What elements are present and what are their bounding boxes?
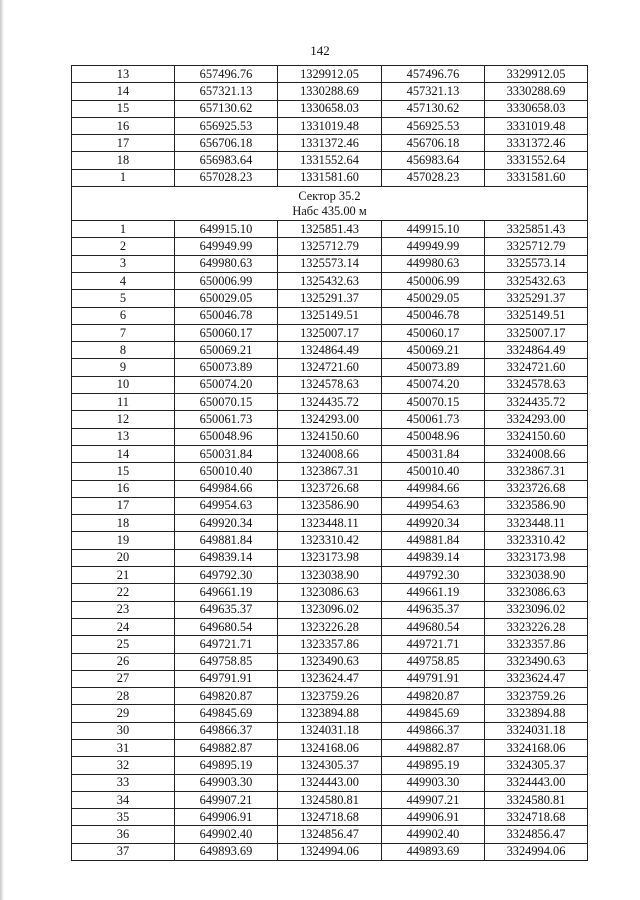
table-row <box>72 809 588 826</box>
cell-point-number: 37 <box>72 843 175 860</box>
cell-x-coord: 649949.99 <box>175 238 278 255</box>
cell-y-coord: 1323310.42 <box>278 532 382 549</box>
cell-x-coord: 656983.64 <box>175 152 278 169</box>
cell-y-coord: 1324008.66 <box>278 445 382 462</box>
table-row <box>72 618 588 635</box>
cell-y-local: 3324008.66 <box>485 445 588 462</box>
cell-x-coord: 650010.40 <box>175 463 278 480</box>
table-row <box>72 549 588 566</box>
cell-point-number: 24 <box>72 618 175 635</box>
table-row <box>72 722 588 739</box>
cell-y-coord: 1323490.63 <box>278 653 382 670</box>
cell-y-local: 3323086.63 <box>485 584 588 601</box>
cell-x-coord: 650029.05 <box>175 290 278 307</box>
cell-x-local: 456706.18 <box>382 135 485 152</box>
cell-x-coord: 656706.18 <box>175 135 278 152</box>
cell-y-coord: 1324718.68 <box>278 809 382 826</box>
cell-y-local: 3323038.90 <box>485 567 588 584</box>
cell-x-coord: 657130.62 <box>175 100 278 117</box>
cell-x-local: 457028.23 <box>382 169 485 186</box>
table-row <box>72 688 588 705</box>
cell-x-local: 449661.19 <box>382 584 485 601</box>
cell-point-number: 7 <box>72 324 175 341</box>
cell-y-coord: 1324305.37 <box>278 757 382 774</box>
cell-x-local: 449906.91 <box>382 809 485 826</box>
cell-y-local: 3323894.88 <box>485 705 588 722</box>
cell-y-local: 3324718.68 <box>485 809 588 826</box>
table-row <box>72 66 588 83</box>
table-row <box>72 307 588 324</box>
cell-x-coord: 649920.34 <box>175 515 278 532</box>
cell-point-number: 18 <box>72 152 175 169</box>
table-row <box>72 636 588 653</box>
cell-y-local: 3324293.00 <box>485 411 588 428</box>
table-row <box>72 83 588 100</box>
cell-y-local: 3323448.11 <box>485 515 588 532</box>
cell-y-coord: 1324580.81 <box>278 791 382 808</box>
cell-y-local: 3331372.46 <box>485 135 588 152</box>
cell-x-local: 449882.87 <box>382 739 485 756</box>
cell-x-local: 450070.15 <box>382 394 485 411</box>
cell-x-local: 449984.66 <box>382 480 485 497</box>
cell-x-local: 457496.76 <box>382 66 485 83</box>
cell-x-coord: 657496.76 <box>175 66 278 83</box>
cell-y-coord: 1324031.18 <box>278 722 382 739</box>
cell-x-coord: 649845.69 <box>175 705 278 722</box>
cell-x-coord: 649903.30 <box>175 774 278 791</box>
cell-y-coord: 1331019.48 <box>278 117 382 134</box>
cell-point-number: 21 <box>72 567 175 584</box>
sector-height: Набс 435.00 м <box>292 203 367 218</box>
table-row <box>72 774 588 791</box>
table-row <box>72 670 588 687</box>
cell-y-coord: 1323173.98 <box>278 549 382 566</box>
cell-x-coord: 650006.99 <box>175 272 278 289</box>
cell-x-coord: 650074.20 <box>175 376 278 393</box>
cell-y-local: 3324150.60 <box>485 428 588 445</box>
cell-x-local: 449881.84 <box>382 532 485 549</box>
cell-x-coord: 649915.10 <box>175 221 278 238</box>
cell-y-coord: 1324293.00 <box>278 411 382 428</box>
cell-y-local: 3324578.63 <box>485 376 588 393</box>
cell-point-number: 34 <box>72 791 175 808</box>
table-row <box>72 757 588 774</box>
table-row <box>72 445 588 462</box>
table-row <box>72 221 588 238</box>
cell-x-coord: 650073.89 <box>175 359 278 376</box>
cell-point-number: 17 <box>72 497 175 514</box>
cell-point-number: 15 <box>72 100 175 117</box>
table-row <box>72 601 588 618</box>
table-row <box>72 463 588 480</box>
cell-y-coord: 1324443.00 <box>278 774 382 791</box>
cell-x-local: 449866.37 <box>382 722 485 739</box>
cell-x-coord: 650046.78 <box>175 307 278 324</box>
table-row <box>72 169 588 186</box>
cell-point-number: 16 <box>72 480 175 497</box>
cell-point-number: 36 <box>72 826 175 843</box>
cell-x-coord: 649758.85 <box>175 653 278 670</box>
table-row <box>72 480 588 497</box>
cell-y-local: 3325149.51 <box>485 307 588 324</box>
cell-y-local: 3325851.43 <box>485 221 588 238</box>
cell-y-coord: 1325291.37 <box>278 290 382 307</box>
cell-x-local: 457130.62 <box>382 100 485 117</box>
table-row <box>72 152 588 169</box>
cell-x-coord: 649661.19 <box>175 584 278 601</box>
table-row <box>72 791 588 808</box>
cell-point-number: 26 <box>72 653 175 670</box>
cell-y-coord: 1329912.05 <box>278 66 382 83</box>
cell-x-coord: 650060.17 <box>175 324 278 341</box>
cell-x-local: 450061.73 <box>382 411 485 428</box>
cell-y-local: 3324994.06 <box>485 843 588 860</box>
cell-x-local: 449635.37 <box>382 601 485 618</box>
sector-header-row <box>72 187 588 221</box>
cell-point-number: 30 <box>72 722 175 739</box>
table-row <box>72 705 588 722</box>
cell-y-local: 3323357.86 <box>485 636 588 653</box>
cell-y-local: 3323226.28 <box>485 618 588 635</box>
cell-y-local: 3325291.37 <box>485 290 588 307</box>
cell-point-number: 33 <box>72 774 175 791</box>
table-row <box>72 843 588 860</box>
table-row <box>72 515 588 532</box>
cell-y-coord: 1325149.51 <box>278 307 382 324</box>
table-row <box>72 411 588 428</box>
cell-y-local: 3324168.06 <box>485 739 588 756</box>
cell-x-local: 449820.87 <box>382 688 485 705</box>
table-row <box>72 497 588 514</box>
cell-y-coord: 1331581.60 <box>278 169 382 186</box>
cell-point-number: 20 <box>72 549 175 566</box>
cell-point-number: 8 <box>72 342 175 359</box>
cell-point-number: 16 <box>72 117 175 134</box>
cell-point-number: 11 <box>72 394 175 411</box>
table-row <box>72 359 588 376</box>
cell-point-number: 13 <box>72 428 175 445</box>
cell-x-local: 449895.19 <box>382 757 485 774</box>
cell-x-local: 449902.40 <box>382 826 485 843</box>
table-row <box>72 376 588 393</box>
table-row <box>72 117 588 134</box>
table-row <box>72 567 588 584</box>
cell-y-local: 3324305.37 <box>485 757 588 774</box>
cell-x-coord: 649902.40 <box>175 826 278 843</box>
cell-x-local: 450031.84 <box>382 445 485 462</box>
coordinates-table <box>71 65 588 861</box>
cell-y-coord: 1325851.43 <box>278 221 382 238</box>
cell-y-coord: 1323624.47 <box>278 670 382 687</box>
cell-x-local: 450046.78 <box>382 307 485 324</box>
cell-point-number: 28 <box>72 688 175 705</box>
cell-y-coord: 1323096.02 <box>278 601 382 618</box>
cell-y-local: 3323586.90 <box>485 497 588 514</box>
cell-y-local: 3323173.98 <box>485 549 588 566</box>
cell-y-coord: 1325712.79 <box>278 238 382 255</box>
cell-y-local: 3323624.47 <box>485 670 588 687</box>
cell-point-number: 23 <box>72 601 175 618</box>
cell-x-coord: 649906.91 <box>175 809 278 826</box>
cell-y-local: 3324721.60 <box>485 359 588 376</box>
table-row <box>72 255 588 272</box>
cell-point-number: 31 <box>72 739 175 756</box>
table-row <box>72 100 588 117</box>
table-row <box>72 532 588 549</box>
cell-point-number: 27 <box>72 670 175 687</box>
cell-x-coord: 649680.54 <box>175 618 278 635</box>
cell-point-number: 19 <box>72 532 175 549</box>
cell-y-local: 3323490.63 <box>485 653 588 670</box>
cell-y-coord: 1324168.06 <box>278 739 382 756</box>
cell-y-coord: 1325007.17 <box>278 324 382 341</box>
table-row <box>72 826 588 843</box>
cell-y-coord: 1323086.63 <box>278 584 382 601</box>
cell-y-coord: 1331552.64 <box>278 152 382 169</box>
cell-point-number: 5 <box>72 290 175 307</box>
cell-y-local: 3330658.03 <box>485 100 588 117</box>
cell-x-coord: 649882.87 <box>175 739 278 756</box>
cell-y-coord: 1323357.86 <box>278 636 382 653</box>
cell-y-local: 3323867.31 <box>485 463 588 480</box>
cell-x-coord: 649791.91 <box>175 670 278 687</box>
cell-x-coord: 649792.30 <box>175 567 278 584</box>
cell-x-local: 457321.13 <box>382 83 485 100</box>
sector-header-cell <box>72 187 588 221</box>
cell-y-coord: 1324721.60 <box>278 359 382 376</box>
cell-x-coord: 650069.21 <box>175 342 278 359</box>
cell-x-coord: 656925.53 <box>175 117 278 134</box>
cell-y-coord: 1330288.69 <box>278 83 382 100</box>
cell-point-number: 32 <box>72 757 175 774</box>
cell-x-local: 450069.21 <box>382 342 485 359</box>
cell-x-coord: 649907.21 <box>175 791 278 808</box>
cell-x-local: 449954.63 <box>382 497 485 514</box>
cell-x-local: 456925.53 <box>382 117 485 134</box>
cell-x-local: 449915.10 <box>382 221 485 238</box>
sector-title: Сектор 35.2 <box>298 188 361 203</box>
table-row <box>72 272 588 289</box>
cell-point-number: 15 <box>72 463 175 480</box>
table-row <box>72 324 588 341</box>
cell-x-local: 450010.40 <box>382 463 485 480</box>
cell-x-local: 449839.14 <box>382 549 485 566</box>
cell-y-local: 3323096.02 <box>485 601 588 618</box>
cell-point-number: 12 <box>72 411 175 428</box>
cell-point-number: 9 <box>72 359 175 376</box>
cell-point-number: 25 <box>72 636 175 653</box>
cell-y-coord: 1323586.90 <box>278 497 382 514</box>
cell-x-local: 449920.34 <box>382 515 485 532</box>
cell-y-local: 3329912.05 <box>485 66 588 83</box>
cell-x-coord: 649820.87 <box>175 688 278 705</box>
cell-y-coord: 1331372.46 <box>278 135 382 152</box>
scan-edge-shadow <box>0 0 4 900</box>
cell-x-local: 450029.05 <box>382 290 485 307</box>
cell-x-coord: 649984.66 <box>175 480 278 497</box>
cell-y-local: 3324443.00 <box>485 774 588 791</box>
table-row <box>72 428 588 445</box>
cell-x-local: 449949.99 <box>382 238 485 255</box>
cell-y-coord: 1323448.11 <box>278 515 382 532</box>
cell-y-coord: 1323726.68 <box>278 480 382 497</box>
table-row <box>72 290 588 307</box>
cell-x-local: 450060.17 <box>382 324 485 341</box>
cell-x-coord: 650070.15 <box>175 394 278 411</box>
cell-point-number: 10 <box>72 376 175 393</box>
cell-y-local: 3325573.14 <box>485 255 588 272</box>
cell-x-local: 449893.69 <box>382 843 485 860</box>
cell-x-local: 450006.99 <box>382 272 485 289</box>
cell-point-number: 29 <box>72 705 175 722</box>
cell-x-local: 449903.30 <box>382 774 485 791</box>
cell-x-local: 450073.89 <box>382 359 485 376</box>
cell-x-coord: 649980.63 <box>175 255 278 272</box>
cell-y-local: 3323726.68 <box>485 480 588 497</box>
cell-y-coord: 1330658.03 <box>278 100 382 117</box>
cell-x-local: 449907.21 <box>382 791 485 808</box>
cell-y-local: 3324580.81 <box>485 791 588 808</box>
table-row <box>72 653 588 670</box>
cell-y-coord: 1324856.47 <box>278 826 382 843</box>
cell-point-number: 1 <box>72 169 175 186</box>
sector-header-group <box>72 187 588 221</box>
cell-point-number: 1 <box>72 221 175 238</box>
sector-rows <box>72 221 588 861</box>
cell-y-coord: 1323867.31 <box>278 463 382 480</box>
table-row <box>72 238 588 255</box>
cell-y-local: 3331019.48 <box>485 117 588 134</box>
cell-point-number: 6 <box>72 307 175 324</box>
cell-y-coord: 1325573.14 <box>278 255 382 272</box>
cell-y-coord: 1324864.49 <box>278 342 382 359</box>
cell-x-local: 450048.96 <box>382 428 485 445</box>
cell-y-coord: 1324435.72 <box>278 394 382 411</box>
cell-x-coord: 650061.73 <box>175 411 278 428</box>
top-rows <box>72 66 588 187</box>
table-row <box>72 584 588 601</box>
cell-y-coord: 1323759.26 <box>278 688 382 705</box>
cell-y-coord: 1323226.28 <box>278 618 382 635</box>
page-number: 142 <box>310 43 330 58</box>
cell-x-coord: 650031.84 <box>175 445 278 462</box>
cell-point-number: 2 <box>72 238 175 255</box>
cell-x-local: 449758.85 <box>382 653 485 670</box>
cell-x-local: 449680.54 <box>382 618 485 635</box>
cell-y-local: 3330288.69 <box>485 83 588 100</box>
cell-x-coord: 649721.71 <box>175 636 278 653</box>
cell-y-coord: 1323038.90 <box>278 567 382 584</box>
cell-x-local: 449792.30 <box>382 567 485 584</box>
cell-x-coord: 649881.84 <box>175 532 278 549</box>
cell-y-local: 3324864.49 <box>485 342 588 359</box>
cell-point-number: 3 <box>72 255 175 272</box>
cell-x-local: 449845.69 <box>382 705 485 722</box>
table-row <box>72 739 588 756</box>
cell-y-local: 3325007.17 <box>485 324 588 341</box>
cell-y-local: 3325712.79 <box>485 238 588 255</box>
cell-x-local: 449791.91 <box>382 670 485 687</box>
table-row <box>72 135 588 152</box>
cell-x-coord: 650048.96 <box>175 428 278 445</box>
cell-x-local: 449721.71 <box>382 636 485 653</box>
cell-y-local: 3331552.64 <box>485 152 588 169</box>
cell-point-number: 18 <box>72 515 175 532</box>
cell-point-number: 14 <box>72 445 175 462</box>
cell-y-local: 3324435.72 <box>485 394 588 411</box>
cell-y-coord: 1324578.63 <box>278 376 382 393</box>
cell-y-coord: 1324994.06 <box>278 843 382 860</box>
cell-x-coord: 657321.13 <box>175 83 278 100</box>
cell-point-number: 22 <box>72 584 175 601</box>
cell-x-coord: 649954.63 <box>175 497 278 514</box>
cell-y-local: 3324031.18 <box>485 722 588 739</box>
cell-x-local: 450074.20 <box>382 376 485 393</box>
cell-point-number: 17 <box>72 135 175 152</box>
cell-x-coord: 657028.23 <box>175 169 278 186</box>
cell-y-coord: 1323894.88 <box>278 705 382 722</box>
cell-x-local: 449980.63 <box>382 255 485 272</box>
cell-point-number: 4 <box>72 272 175 289</box>
cell-point-number: 14 <box>72 83 175 100</box>
table-row <box>72 394 588 411</box>
cell-y-local: 3331581.60 <box>485 169 588 186</box>
cell-x-coord: 649839.14 <box>175 549 278 566</box>
cell-y-coord: 1324150.60 <box>278 428 382 445</box>
cell-y-coord: 1325432.63 <box>278 272 382 289</box>
cell-point-number: 13 <box>72 66 175 83</box>
cell-point-number: 35 <box>72 809 175 826</box>
cell-y-local: 3323310.42 <box>485 532 588 549</box>
cell-x-coord: 649866.37 <box>175 722 278 739</box>
cell-y-local: 3324856.47 <box>485 826 588 843</box>
cell-y-local: 3325432.63 <box>485 272 588 289</box>
cell-x-coord: 649635.37 <box>175 601 278 618</box>
cell-x-local: 456983.64 <box>382 152 485 169</box>
table-row <box>72 342 588 359</box>
cell-y-local: 3323759.26 <box>485 688 588 705</box>
cell-x-coord: 649895.19 <box>175 757 278 774</box>
cell-x-coord: 649893.69 <box>175 843 278 860</box>
